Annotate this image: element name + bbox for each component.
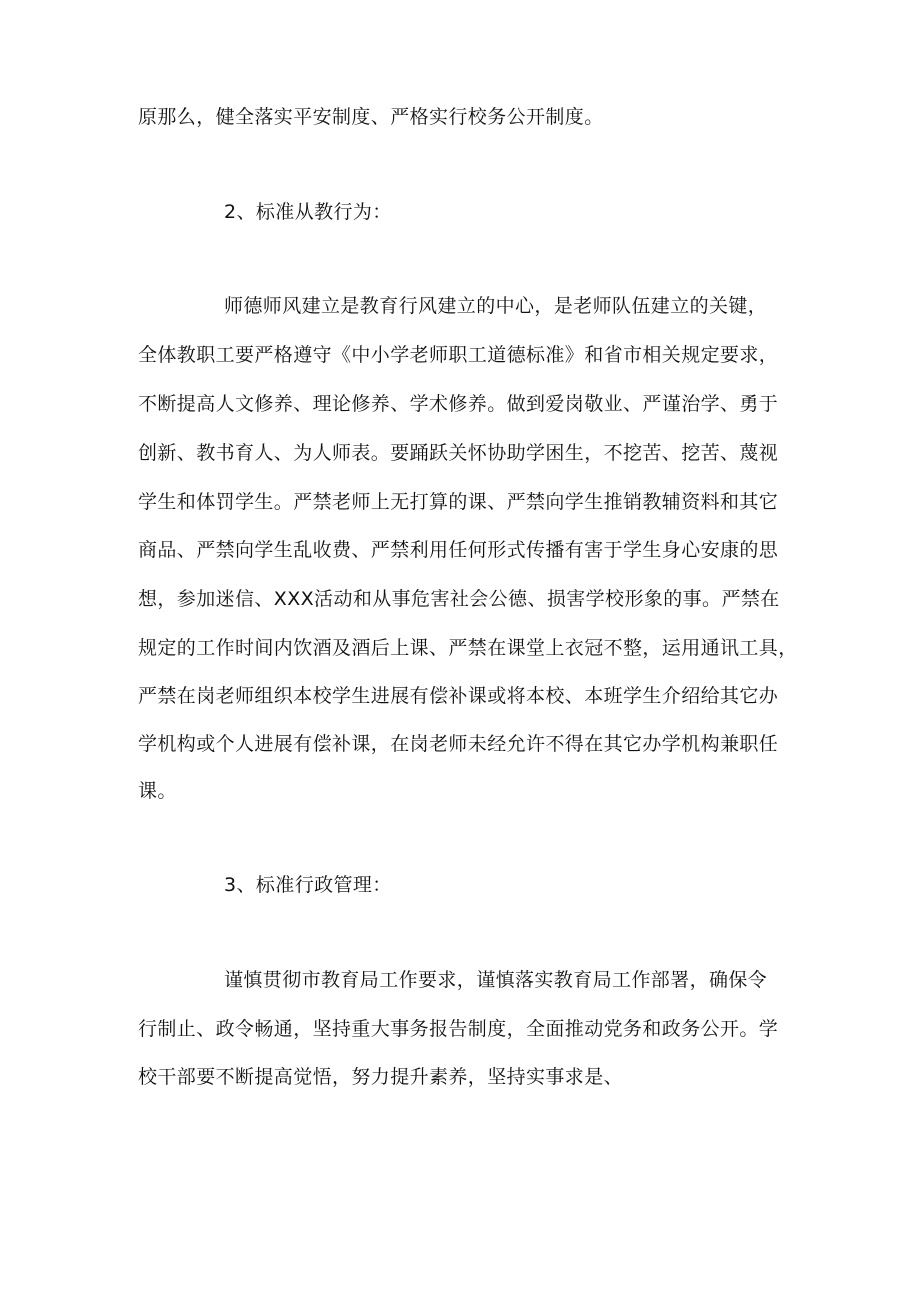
paragraph-line: 谨慎贯彻市教育局工作要求，谨慎落实教育局工作部署，确保令 <box>224 969 768 991</box>
paragraph-line: 行制止、政令畅通，坚持重大事务报告制度，全面推动党务和政务公开。学 <box>138 1018 779 1040</box>
paragraph-line: 校干部要不断提高觉悟，努力提升素养，坚持实事求是、 <box>138 1066 624 1088</box>
section-2-heading: 2、标准从教行为： <box>224 201 392 223</box>
paragraph-line: 商品、严禁向学生乱收费、严禁利用任何形式传播有害于学生身心安康的思 <box>138 539 779 561</box>
section-3-heading: 3、标准行政管理： <box>224 874 392 896</box>
paragraph-line: 规定的工作时间内饮酒及酒后上课、严禁在课堂上衣冠不整，运用通讯工具， <box>138 637 798 659</box>
paragraph-line: 全体教职工要严格遵守《中小学老师职工道德标准》和省市相关规定要求， <box>138 344 779 366</box>
paragraph-line: 创新、教书育人、为人师表。要踊跃关怀协助学困生，不挖苦、挖苦、蔑视 <box>138 442 779 464</box>
paragraph-line: 学生和体罚学生。严禁老师上无打算的课、严禁向学生推销教辅资料和其它 <box>138 491 779 513</box>
paragraph-line: 严禁在岗老师组织本校学生进展有偿补课或将本校、本班学生介绍给其它办 <box>138 685 779 707</box>
paragraph-line: 想，参加迷信、XXX活动和从事危害社会公德、损害学校形象的事。严禁在 <box>138 588 780 610</box>
paragraph-line: 学机构或个人进展有偿补课，在岗老师未经允许不得在其它办学机构兼职任 <box>138 733 779 755</box>
paragraph-line: 师德师风建立是教育行风建立的中心，是老师队伍建立的关键， <box>224 295 768 317</box>
opening-line: 原那么，健全落实平安制度、严格实行校务公开制度。 <box>138 106 604 128</box>
paragraph-line: 课。 <box>138 780 177 802</box>
paragraph-line: 不断提高人文修养、理论修养、学术修养。做到爱岗敬业、严谨治学、勇于 <box>138 393 779 415</box>
